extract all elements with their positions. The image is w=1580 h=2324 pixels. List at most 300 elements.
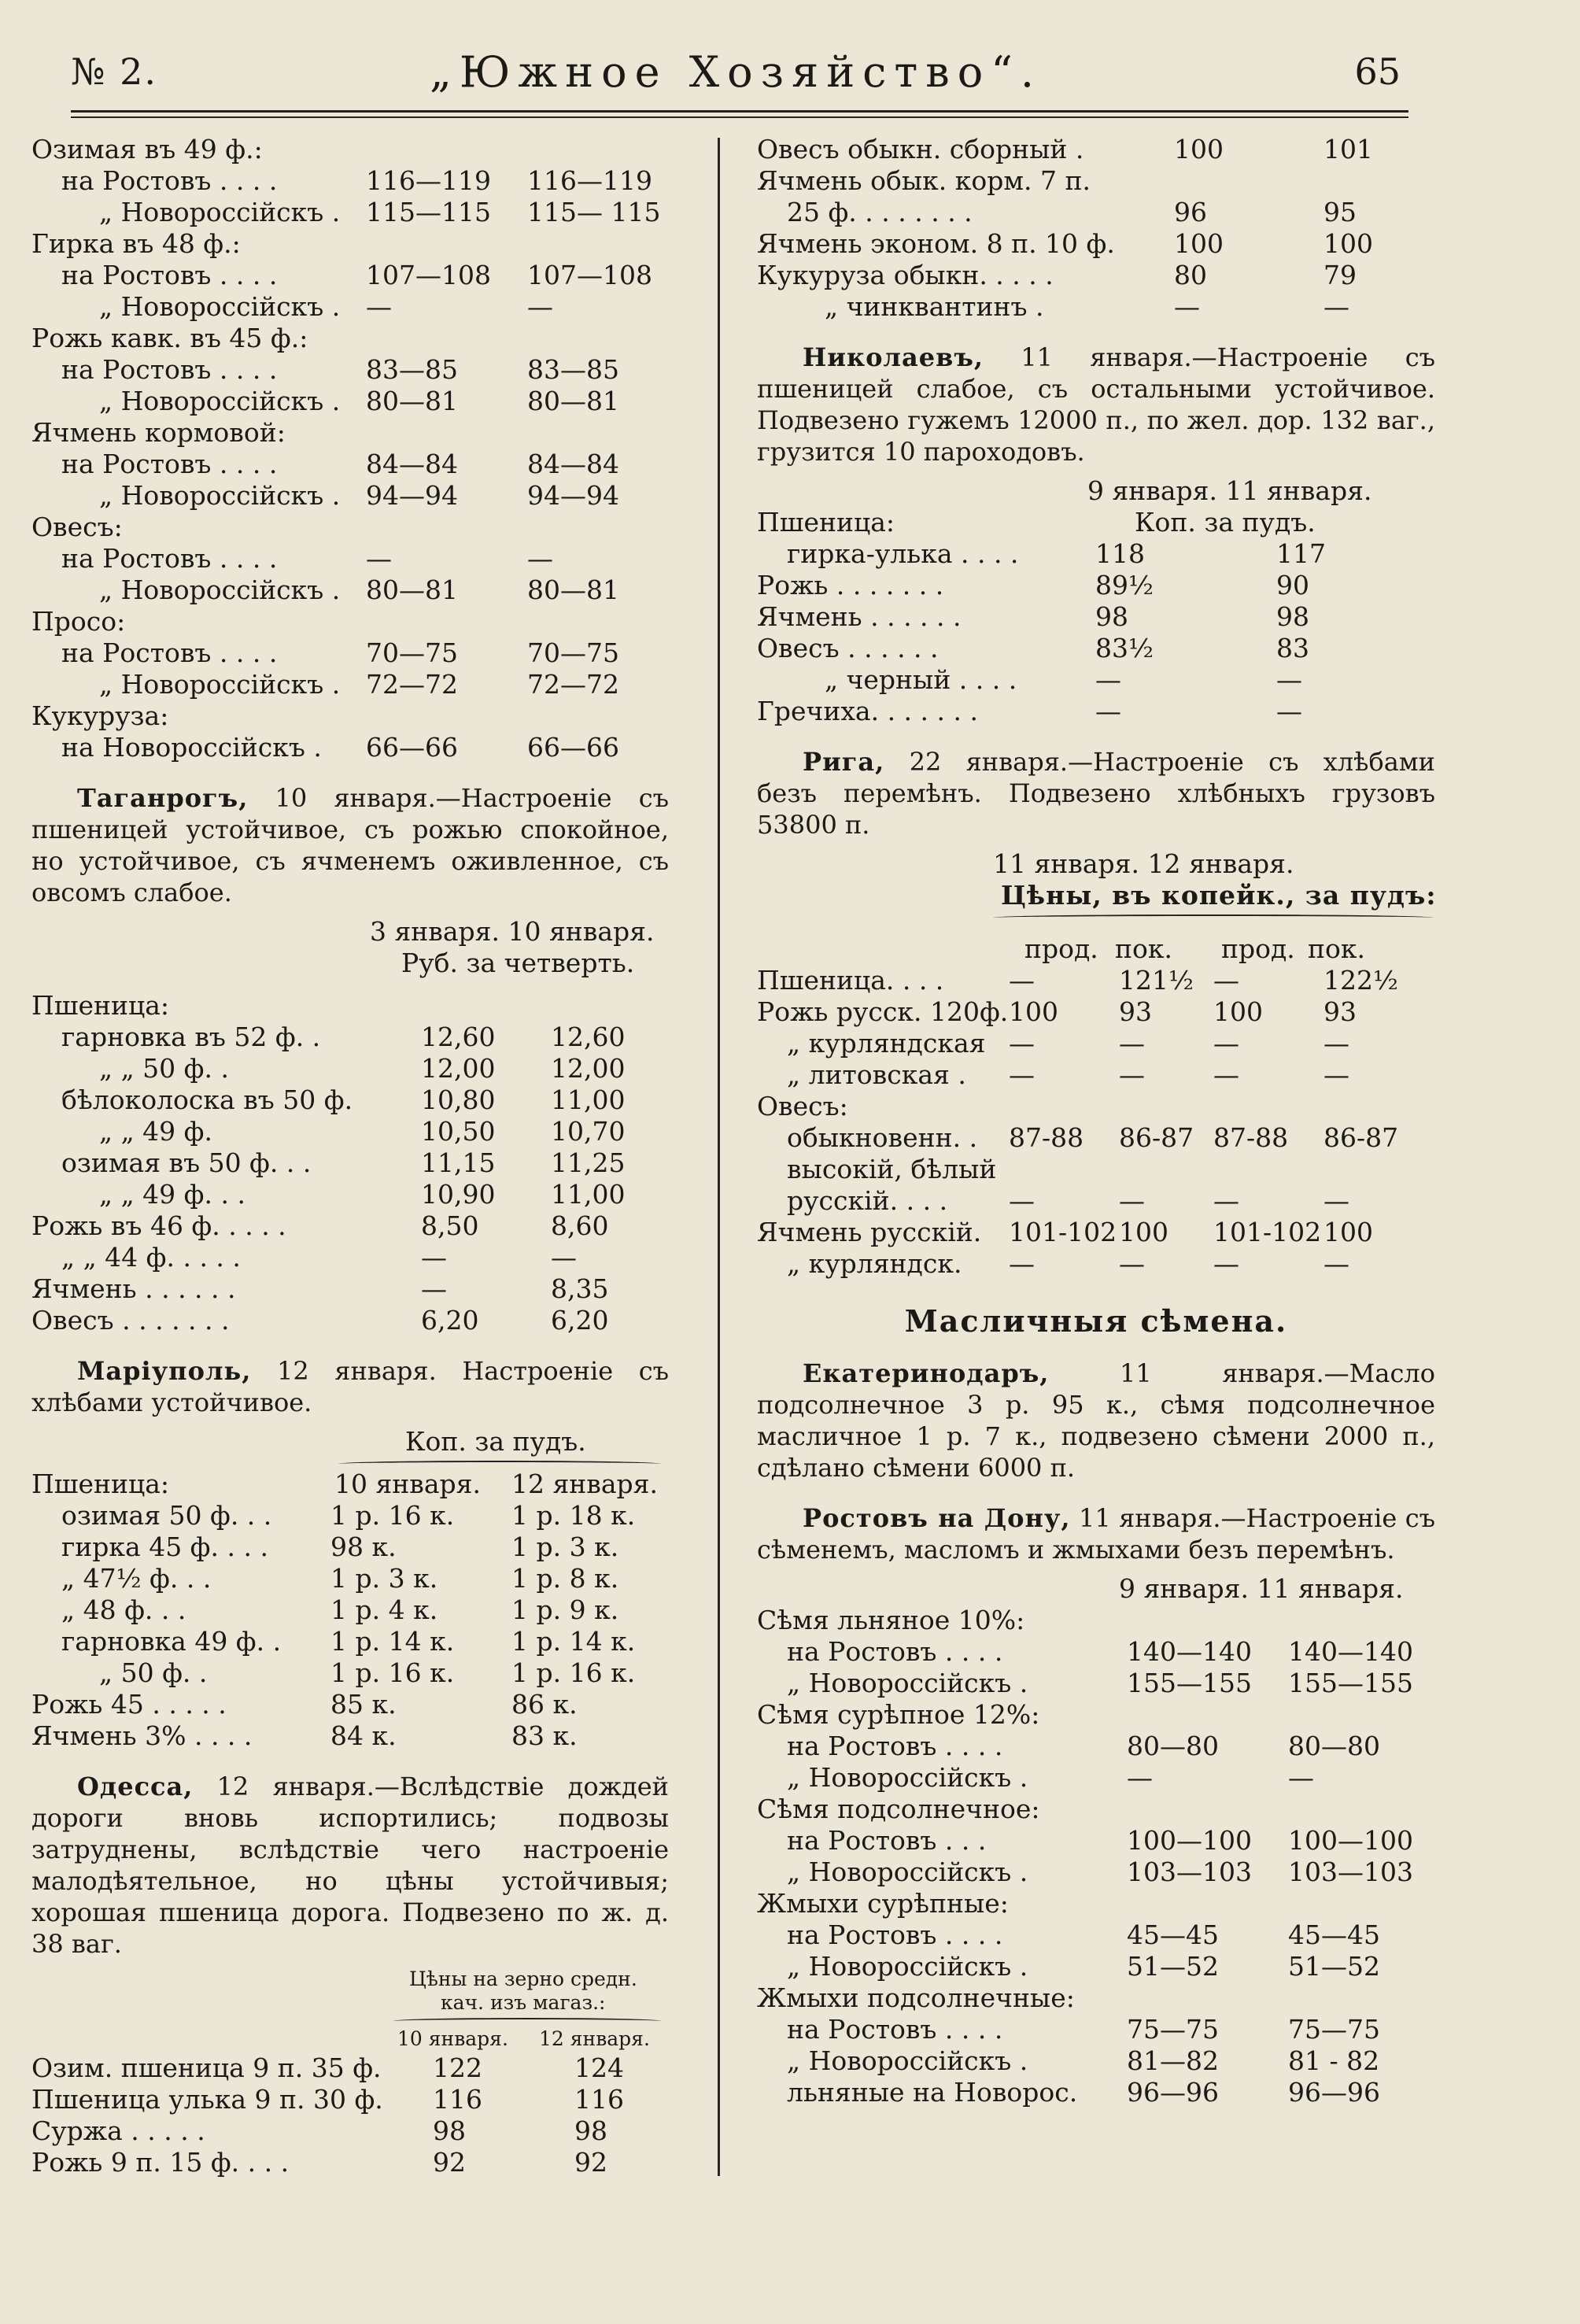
rostov-value-1: 94—94 xyxy=(366,480,458,511)
cont-value-2: 100 xyxy=(1323,228,1373,259)
taganrog-dates: 3 января. 10 января. xyxy=(370,916,655,947)
riga-label: Рожь русск. 120ф. xyxy=(757,996,1009,1027)
rostov-label: на Ростовъ . . . . xyxy=(61,449,278,479)
nikolaev-row xyxy=(757,507,1435,538)
rostov-don-value-2: 51—52 xyxy=(1288,1951,1380,1982)
rostov-don-value-1: 155—155 xyxy=(1127,1668,1252,1698)
taganrog-value-1: 11,15 xyxy=(421,1147,496,1178)
nikolaev-label: гирка-улька . . . . xyxy=(787,538,1019,569)
cont-label: „ чинквантинъ . xyxy=(825,291,1044,322)
riga-row xyxy=(757,1028,1435,1059)
mariupol-wheat-label: Пшеница: xyxy=(31,1469,169,1499)
taganrog-value-2: 10,70 xyxy=(551,1116,626,1147)
odessa-row xyxy=(31,2115,669,2147)
taganrog-row xyxy=(31,1053,669,1084)
rostov-don-table xyxy=(757,1605,1435,2108)
rostov-don-row xyxy=(757,2014,1435,2045)
mariupol-row xyxy=(31,1657,669,1689)
nikolaev-value-1: — xyxy=(1095,664,1121,695)
riga-value: 100 xyxy=(1323,1217,1373,1247)
rostov-row xyxy=(31,165,669,197)
riga-row xyxy=(757,996,1435,1028)
riga-value: — xyxy=(1323,1028,1349,1059)
nikolaev-label: Рожь . . . . . . . xyxy=(757,570,944,600)
cont-row xyxy=(757,134,1435,165)
riga-value: — xyxy=(1009,1028,1035,1059)
rostov-don-label: Жмыхи подсолнечные: xyxy=(757,1982,1075,2013)
riga-value: — xyxy=(1213,1185,1239,1216)
mariupol-value-2: 1 р. 14 к. xyxy=(511,1626,636,1657)
rostov-don-value-2: 81 - 82 xyxy=(1288,2045,1380,2076)
taganrog-value-2: 11,00 xyxy=(551,1084,626,1115)
continued-price-list xyxy=(757,134,1435,323)
cont-row xyxy=(757,228,1435,260)
rostov-don-dates: 9 января. 11 января. xyxy=(1119,1573,1404,1604)
riga-value: — xyxy=(1213,1028,1239,1059)
mariupol-table xyxy=(31,1500,669,1752)
rostov-don-value-2: 103—103 xyxy=(1288,1857,1413,1887)
rostov-value-1: — xyxy=(366,291,392,322)
mariupol-label: озимая 50 ф. . . xyxy=(61,1500,272,1531)
riga-row xyxy=(757,1154,1435,1185)
riga-row xyxy=(757,1185,1435,1217)
taganrog-label: „ „ 49 ф. . . xyxy=(99,1179,245,1210)
taganrog-unit: Руб. за четверть. xyxy=(401,948,635,978)
taganrog-value-1: 12,00 xyxy=(421,1053,496,1084)
mariupol-value-2: 1 р. 18 к. xyxy=(511,1500,636,1531)
rostov-row xyxy=(31,732,669,763)
rostov-don-label: „ Новороссійскъ . xyxy=(787,1857,1028,1887)
taganrog-value-2: 11,00 xyxy=(551,1179,626,1210)
rostov-don-label: на Ростовъ . . . . xyxy=(787,1919,1003,1950)
nikolaev-row xyxy=(757,633,1435,664)
riga-value: 86-87 xyxy=(1119,1122,1194,1153)
riga-subhead xyxy=(757,933,1435,965)
rostov-label: „ Новороссійскъ . xyxy=(99,575,341,605)
nikolaev-value-1: 89½ xyxy=(1095,570,1154,600)
taganrog-value-1: 10,80 xyxy=(421,1084,496,1115)
nikolaev-row xyxy=(757,664,1435,696)
rostov-don-row xyxy=(757,2045,1435,2077)
nikolaev-value-1: 83½ xyxy=(1095,633,1154,663)
mariupol-value-2: 1 р. 8 к. xyxy=(511,1563,619,1594)
rostov-row xyxy=(31,512,669,543)
rostov-value-2: — xyxy=(527,291,553,322)
riga-subhead-cell: прод. xyxy=(1024,933,1098,964)
odessa-value-2: 98 xyxy=(574,2115,607,2146)
riga-value: 101-102 xyxy=(1009,1217,1117,1247)
taganrog-row xyxy=(31,1022,669,1053)
mariupol-row xyxy=(31,1563,669,1594)
odessa-label: Озим. пшеница 9 п. 35 ф. xyxy=(31,2052,382,2083)
rostov-don-label: Сѣмя сурѣпное 12%: xyxy=(757,1699,1040,1730)
rostov-row xyxy=(31,417,669,449)
riga-value: — xyxy=(1119,1185,1145,1216)
page-header xyxy=(71,47,1401,110)
mariupol-label: „ 47½ ф. . . xyxy=(61,1563,212,1594)
taganrog-report: Таганрогъ, 10 января.—Настроеніе съ пшеницей устойчивое, съ рожью спокойное, но устойчивое, съ ячменемъ оживленное, съ овсомъ слабое. xyxy=(31,783,669,907)
rostov-don-label: на Ростовъ . . . . xyxy=(787,1731,1003,1761)
riga-value: 100 xyxy=(1119,1217,1168,1247)
rostov-price-list xyxy=(31,134,669,763)
rostov-value-2: 80—81 xyxy=(527,386,619,416)
mariupol-label: гарновка 49 ф. . xyxy=(61,1626,282,1657)
odessa-label: Рожь 9 п. 15 ф. . . . xyxy=(31,2147,290,2178)
mariupol-value-1: 85 к. xyxy=(330,1689,397,1720)
riga-label: высокій, бѣлый xyxy=(787,1154,997,1184)
taganrog-value-1: 6,20 xyxy=(421,1305,479,1336)
rostov-don-row xyxy=(757,1888,1435,1919)
header-rule xyxy=(71,110,1408,118)
taganrog-label: „ „ 50 ф. . xyxy=(99,1053,229,1084)
rostov-don-value-1: 140—140 xyxy=(1127,1636,1252,1667)
rostov-don-label: Сѣмя подсолнечное: xyxy=(757,1794,1040,1824)
rostov-value-2: — xyxy=(527,543,553,574)
right-column xyxy=(757,134,1435,2108)
odessa-unit-1: Цѣны на зерно средн. xyxy=(409,1967,637,1990)
riga-label: русскій. . . . xyxy=(787,1185,948,1216)
rostov-label: „ Новороссійскъ . xyxy=(99,197,341,227)
rostov-don-row xyxy=(757,1762,1435,1794)
rostov-don-row xyxy=(757,1794,1435,1825)
odessa-value-1: 98 xyxy=(433,2115,466,2146)
rostov-don-row xyxy=(757,1919,1435,1951)
mariupol-value-1: 98 к. xyxy=(330,1531,397,1562)
rostov-row xyxy=(31,700,669,732)
cont-value-2: 79 xyxy=(1323,260,1357,290)
taganrog-label: „ „ 49 ф. xyxy=(99,1116,212,1147)
rostov-don-row xyxy=(757,1699,1435,1731)
riga-value: 93 xyxy=(1119,996,1152,1027)
oilseed-heading: Масличныя сѣмена. xyxy=(904,1303,1288,1339)
rostov-label: на Ростовъ . . . . xyxy=(61,260,278,290)
taganrog-value-2: 8,35 xyxy=(551,1273,609,1304)
page-number: 65 xyxy=(1354,50,1401,93)
rostov-row xyxy=(31,480,669,512)
riga-value: 87-88 xyxy=(1213,1122,1289,1153)
riga-unit: Цѣны, въ копейк., за пудъ: xyxy=(1001,880,1437,911)
nikolaev-value-1: 118 xyxy=(1095,538,1145,569)
taganrog-row xyxy=(31,1116,669,1147)
rostov-don-value-1: 51—52 xyxy=(1127,1951,1219,1982)
taganrog-value-1: — xyxy=(421,1242,447,1273)
odessa-date-1: 10 января. xyxy=(397,2027,508,2050)
taganrog-row xyxy=(31,1305,669,1336)
rostov-don-label: на Ростовъ . . . . xyxy=(787,2014,1003,2045)
rostov-don-value-2: 155—155 xyxy=(1288,1668,1413,1698)
rostov-row xyxy=(31,606,669,637)
riga-value: — xyxy=(1323,1185,1349,1216)
rostov-don-label: Жмыхи сурѣпные: xyxy=(757,1888,1009,1919)
riga-value: — xyxy=(1119,1059,1145,1090)
rostov-don-label: льняные на Новорос. xyxy=(787,2077,1078,2108)
nikolaev-dates: 9 января. 11 января. xyxy=(1087,475,1372,506)
riga-report: Рига, 22 января.—Настроеніе съ хлѣбами безъ перемѣнъ. Подвезено хлѣбныхъ грузовъ 53800 п. xyxy=(757,747,1436,840)
issue-number: № 2. xyxy=(71,50,158,93)
nikolaev-row xyxy=(757,570,1435,601)
riga-value: 93 xyxy=(1323,996,1357,1027)
taganrog-row xyxy=(31,1210,669,1242)
rostov-value-1: 70—75 xyxy=(366,637,458,668)
riga-value: 100 xyxy=(1213,996,1263,1027)
mariupol-date-2: 12 января. xyxy=(511,1469,658,1499)
rostov-don-report: Ростовъ на Дону, 11 января.—Настроеніе съ сѣменемъ, масломъ и жмыхами безъ перемѣнъ. xyxy=(757,1503,1436,1565)
riga-row xyxy=(757,1217,1435,1248)
rostov-value-2: 70—75 xyxy=(527,637,619,668)
cont-value-1: 100 xyxy=(1174,228,1224,259)
rostov-don-row xyxy=(757,1668,1435,1699)
odessa-value-1: 92 xyxy=(433,2147,466,2178)
rostov-section-label: Просо: xyxy=(31,606,126,637)
riga-value: 121½ xyxy=(1119,965,1194,996)
riga-label: Овесъ: xyxy=(757,1091,848,1121)
rostov-don-value-1: 45—45 xyxy=(1127,1919,1219,1950)
rostov-don-label: „ Новороссійскъ . xyxy=(787,1668,1028,1698)
cont-value-1: 100 xyxy=(1174,134,1224,164)
rostov-value-1: 83—85 xyxy=(366,354,458,385)
rostov-value-2: 72—72 xyxy=(527,669,619,700)
rostov-don-value-2: 140—140 xyxy=(1288,1636,1413,1667)
rostov-don-value-2: — xyxy=(1288,1762,1314,1793)
cont-row xyxy=(757,291,1435,323)
rostov-don-label: на Ростовъ . . . . xyxy=(787,1636,1003,1667)
rostov-value-1: 66—66 xyxy=(366,732,458,763)
riga-subhead-cell: пок. xyxy=(1308,933,1365,964)
nikolaev-unit: Коп. за пудъ. xyxy=(1135,507,1316,538)
rostov-section-label: Рожь кавк. въ 45 ф.: xyxy=(31,323,308,353)
taganrog-table xyxy=(31,990,669,1336)
odessa-row xyxy=(31,2052,669,2084)
taganrog-row xyxy=(31,990,669,1022)
rostov-label: на Новороссійскъ . xyxy=(61,732,322,763)
mariupol-date-1: 10 января. xyxy=(334,1469,481,1499)
taganrog-value-2: 12,60 xyxy=(551,1022,626,1052)
cont-row xyxy=(757,260,1435,291)
mariupol-value-2: 1 р. 3 к. xyxy=(511,1531,619,1562)
cont-label: Овесъ обыкн. сборный . xyxy=(757,134,1084,164)
nikolaev-row xyxy=(757,696,1435,727)
riga-brace xyxy=(757,911,1435,922)
taganrog-row xyxy=(31,1147,669,1179)
rostov-label: на Ростовъ . . . . xyxy=(61,637,278,668)
taganrog-value-2: 8,60 xyxy=(551,1210,609,1241)
riga-row xyxy=(757,1059,1435,1091)
taganrog-row xyxy=(31,1084,669,1116)
rostov-don-value-1: 103—103 xyxy=(1127,1857,1252,1887)
rostov-don-value-1: 96—96 xyxy=(1127,2077,1219,2108)
taganrog-label: озимая въ 50 ф. . . xyxy=(61,1147,312,1178)
rostov-don-value-1: 75—75 xyxy=(1127,2014,1219,2045)
mariupol-brace xyxy=(31,1458,669,1469)
riga-value: — xyxy=(1009,1248,1035,1279)
taganrog-label: Ячмень . . . . . . xyxy=(31,1273,236,1304)
rostov-don-row xyxy=(757,1857,1435,1888)
mariupol-label: „ 50 ф. . xyxy=(99,1657,208,1688)
nikolaev-label: Гречиха. . . . . . . xyxy=(757,696,978,726)
taganrog-value-1: 12,60 xyxy=(421,1022,496,1052)
mariupol-unit: Коп. за пудъ. xyxy=(405,1426,586,1457)
taganrog-label: „ „ 44 ф. . . . . xyxy=(61,1242,241,1273)
riga-value: — xyxy=(1213,965,1239,996)
cont-value-2: — xyxy=(1323,291,1349,322)
mariupol-value-2: 86 к. xyxy=(511,1689,578,1720)
rostov-value-1: 80—81 xyxy=(366,386,458,416)
mariupol-report: Маріуполь, 12 января. Настроеніе съ хлѣбами устойчивое. xyxy=(31,1356,670,1417)
odessa-label: Пшеница улька 9 п. 30 ф. xyxy=(31,2084,383,2115)
rostov-don-row xyxy=(757,1605,1435,1636)
cont-value-2: 101 xyxy=(1323,134,1373,164)
mariupol-value-1: 1 р. 16 к. xyxy=(330,1657,455,1688)
nikolaev-value-2: 117 xyxy=(1276,538,1326,569)
cont-label: Кукуруза обыкн. . . . . xyxy=(757,260,1054,290)
riga-subhead-cell: пок. xyxy=(1115,933,1172,964)
odessa-value-1: 116 xyxy=(433,2084,482,2115)
nikolaev-value-1: — xyxy=(1095,696,1121,726)
riga-label: Пшеница. . . . xyxy=(757,965,944,996)
rostov-row xyxy=(31,134,669,165)
riga-label: обыкновенн. . xyxy=(787,1122,978,1153)
cont-label: Ячмень обык. корм. 7 п. xyxy=(757,165,1091,196)
cont-label: 25 ф. . . . . . . . xyxy=(787,197,973,227)
odessa-table xyxy=(31,2052,669,2178)
rostov-don-value-1: — xyxy=(1127,1762,1153,1793)
odessa-label: Суржа . . . . . xyxy=(31,2115,205,2146)
taganrog-label: бѣлоколоска въ 50 ф. xyxy=(61,1084,353,1115)
odessa-value-1: 122 xyxy=(433,2052,482,2083)
nikolaev-label: „ черный . . . . xyxy=(825,664,1017,695)
rostov-section-label: Ячмень кормовой: xyxy=(31,417,286,448)
odessa-value-2: 124 xyxy=(574,2052,624,2083)
rostov-don-row xyxy=(757,2077,1435,2108)
rostov-value-2: 116—119 xyxy=(527,165,652,196)
riga-table xyxy=(757,965,1435,1280)
riga-row xyxy=(757,1248,1435,1280)
riga-value: 100 xyxy=(1009,996,1058,1027)
rostov-section-label: Озимая въ 49 ф.: xyxy=(31,134,263,164)
rostov-label: на Ростовъ . . . . xyxy=(61,165,278,196)
rostov-value-2: 94—94 xyxy=(527,480,619,511)
nikolaev-row xyxy=(757,538,1435,570)
riga-label: „ литовская . xyxy=(787,1059,966,1090)
riga-value: — xyxy=(1119,1028,1145,1059)
rostov-row xyxy=(31,291,669,323)
rostov-row xyxy=(31,543,669,575)
rostov-don-label: „ Новороссійскъ . xyxy=(787,1762,1028,1793)
odessa-unit-2: кач. изъ магаз.: xyxy=(441,1991,606,2014)
mariupol-value-2: 83 к. xyxy=(511,1720,578,1751)
rostov-label: „ Новороссійскъ . xyxy=(99,386,341,416)
rostov-row xyxy=(31,260,669,291)
mariupol-label: „ 48 ф. . . xyxy=(61,1594,186,1625)
rostov-row xyxy=(31,449,669,480)
rostov-value-2: 83—85 xyxy=(527,354,619,385)
column-divider xyxy=(718,138,720,2176)
nikolaev-value-2: — xyxy=(1276,696,1302,726)
taganrog-label: Пшеница: xyxy=(31,990,169,1021)
cont-row xyxy=(757,197,1435,228)
rostov-section-label: Кукуруза: xyxy=(31,700,169,731)
cont-value-2: 95 xyxy=(1323,197,1357,227)
taganrog-row xyxy=(31,1242,669,1273)
nikolaev-value-2: — xyxy=(1276,664,1302,695)
taganrog-label: Овесъ . . . . . . . xyxy=(31,1305,230,1336)
taganrog-value-1: 10,50 xyxy=(421,1116,496,1147)
rostov-value-1: — xyxy=(366,543,392,574)
rostov-don-value-1: 80—80 xyxy=(1127,1731,1219,1761)
riga-label: Ячмень русскій. xyxy=(757,1217,982,1247)
journal-title: „Южное Хозяйство“. xyxy=(430,47,1042,97)
mariupol-label: Рожь 45 . . . . . xyxy=(31,1689,227,1720)
rostov-section-label: Овесъ: xyxy=(31,512,123,542)
mariupol-value-1: 1 р. 4 к. xyxy=(330,1594,438,1625)
rostov-don-label: „ Новороссійскъ . xyxy=(787,1951,1028,1982)
rostov-don-label: Сѣмя льняное 10%: xyxy=(757,1605,1025,1635)
odessa-date-2: 12 января. xyxy=(539,2027,650,2050)
mariupol-value-1: 1 р. 14 к. xyxy=(330,1626,455,1657)
rostov-section-label: Гирка въ 48 ф.: xyxy=(31,228,241,259)
rostov-row xyxy=(31,228,669,260)
rostov-don-value-2: 96—96 xyxy=(1288,2077,1380,2108)
riga-row xyxy=(757,1091,1435,1122)
taganrog-value-2: 11,25 xyxy=(551,1147,626,1178)
taganrog-value-2: — xyxy=(551,1242,577,1273)
rostov-don-value-2: 100—100 xyxy=(1288,1825,1413,1856)
rostov-don-value-2: 75—75 xyxy=(1288,2014,1380,2045)
mariupol-row xyxy=(31,1500,669,1531)
riga-value: — xyxy=(1119,1248,1145,1279)
riga-value: — xyxy=(1213,1248,1239,1279)
mariupol-value-1: 84 к. xyxy=(330,1720,397,1751)
rostov-value-1: 116—119 xyxy=(366,165,491,196)
odessa-row xyxy=(31,2147,669,2178)
riga-dates: 11 января. 12 января. xyxy=(993,848,1294,879)
rostov-value-1: 80—81 xyxy=(366,575,458,605)
rostov-don-row xyxy=(757,1731,1435,1762)
rostov-don-value-1: 81—82 xyxy=(1127,2045,1219,2076)
rostov-row xyxy=(31,669,669,700)
rostov-value-1: 107—108 xyxy=(366,260,491,290)
rostov-value-2: 66—66 xyxy=(527,732,619,763)
cont-row xyxy=(757,165,1435,197)
odessa-value-2: 116 xyxy=(574,2084,624,2115)
mariupol-row xyxy=(31,1626,669,1657)
rostov-row xyxy=(31,575,669,606)
taganrog-label: Рожь въ 46 ф. . . . . xyxy=(31,1210,286,1241)
riga-value: 86-87 xyxy=(1323,1122,1399,1153)
rostov-don-label: „ Новороссійскъ . xyxy=(787,2045,1028,2076)
mariupol-label: Ячмень 3% . . . . xyxy=(31,1720,253,1751)
mariupol-value-1: 1 р. 16 к. xyxy=(330,1500,455,1531)
rostov-don-value-2: 45—45 xyxy=(1288,1919,1380,1950)
riga-value: — xyxy=(1323,1248,1349,1279)
taganrog-value-1: 8,50 xyxy=(421,1210,479,1241)
rostov-value-2: 107—108 xyxy=(527,260,652,290)
rostov-label: „ Новороссійскъ . xyxy=(99,669,341,700)
mariupol-value-2: 1 р. 9 к. xyxy=(511,1594,619,1625)
rostov-row xyxy=(31,197,669,228)
cont-label: Ячмень эконом. 8 п. 10 ф. xyxy=(757,228,1115,259)
nikolaev-label: Пшеница: xyxy=(757,507,895,538)
taganrog-value-2: 12,00 xyxy=(551,1053,626,1084)
mariupol-label: гирка 45 ф. . . . xyxy=(61,1531,268,1562)
odessa-brace xyxy=(31,2015,669,2026)
rostov-row xyxy=(31,386,669,417)
riga-subhead-cell: прод. xyxy=(1221,933,1295,964)
nikolaev-row xyxy=(757,601,1435,633)
cont-value-1: 80 xyxy=(1174,260,1207,290)
odessa-report: Одесса, 12 января.—Вслѣдствіе дождей дороги вновь испортились; подвозы затруднены, вслѣдствіе чего настроеніе малодѣятельное, но цѣны устойчивыя; хорошая пшеница дорога. Подвезено по ж. д. 38 ваг. xyxy=(31,1772,669,1959)
mariupol-row xyxy=(31,1531,669,1563)
